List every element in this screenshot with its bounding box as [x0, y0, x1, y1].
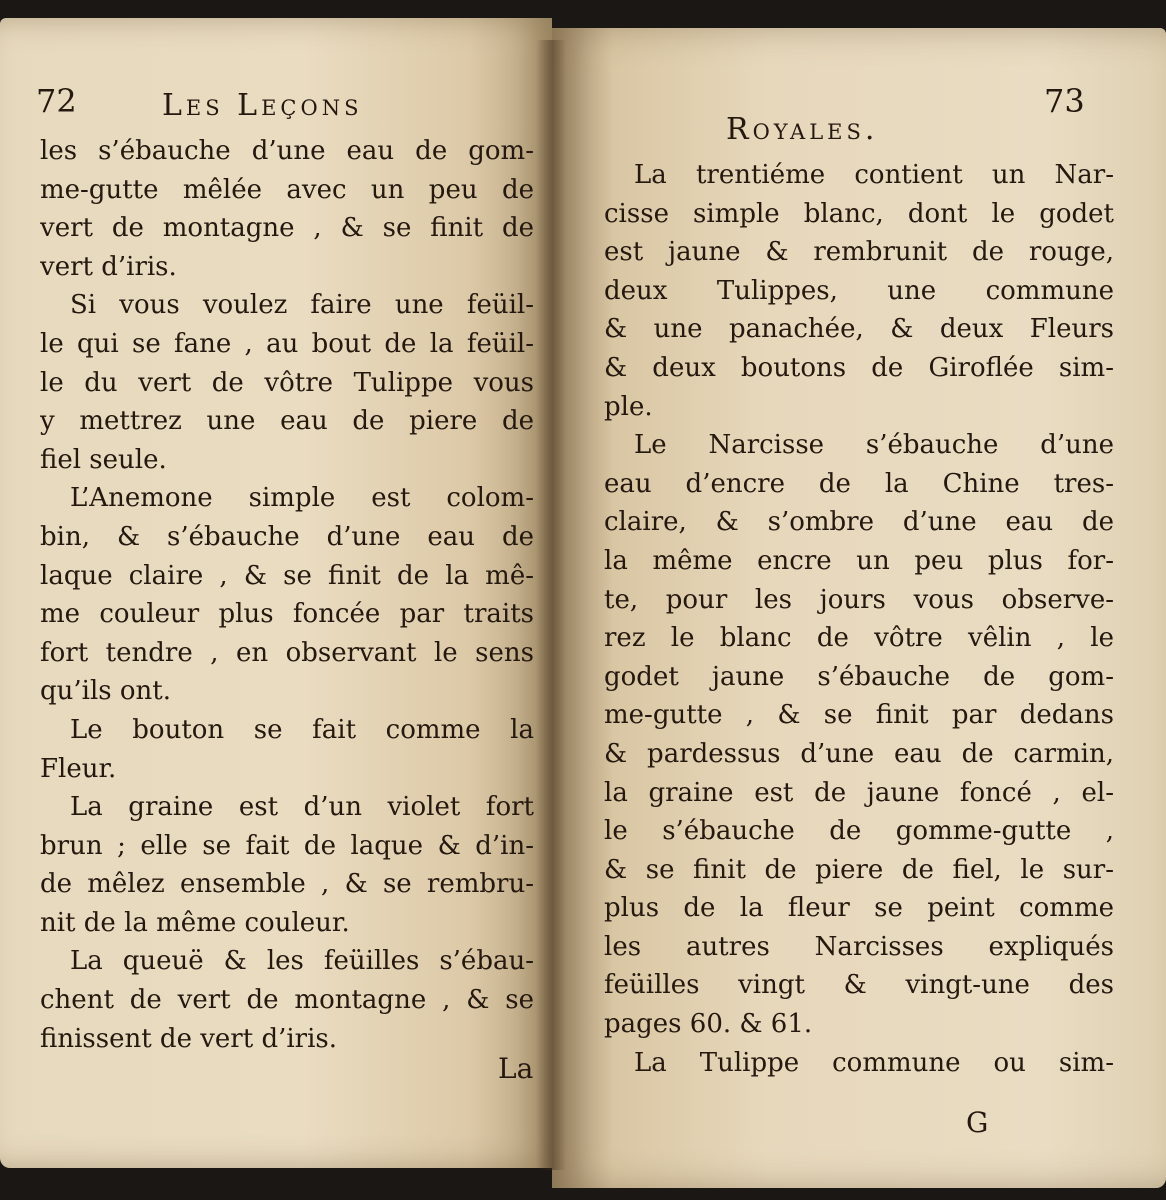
- text-line: laque claire , & se finit de la mê-: [40, 560, 534, 591]
- text-line: le du vert de vôtre Tulippe vous: [40, 367, 534, 398]
- text-line: rez le blanc de vôtre vêlin , le: [604, 623, 1114, 654]
- text-line: L’Anemone simple est colom-: [70, 483, 534, 514]
- left-page-number: 72: [36, 82, 77, 120]
- left-running-title: Les Leçons: [162, 88, 363, 123]
- text-line: la graine est de jaune foncé , el-: [604, 777, 1114, 808]
- text-line: est jaune & rembrunit de rouge,: [604, 237, 1114, 268]
- text-line: me-gutte mêlée avec un peu de: [40, 174, 534, 205]
- text-line: godet jaune s’ébauche de gom-: [604, 661, 1114, 692]
- text-line: & deux boutons de Giroflée sim-: [604, 352, 1114, 383]
- text-line: pages 60. & 61.: [604, 1009, 813, 1040]
- text-line: & une panachée, & deux Fleurs: [604, 314, 1114, 345]
- left-catchword: La: [498, 1052, 534, 1085]
- text-line: de mêlez ensemble , & se rembru-: [40, 869, 534, 900]
- text-line: deux Tulippes, une commune: [604, 275, 1114, 306]
- text-line: claire, & s’ombre d’une eau de: [604, 507, 1114, 538]
- right-catchword: G: [966, 1106, 989, 1139]
- text-line: qu’ils ont.: [40, 676, 172, 707]
- text-line: brun ; elle se fait de laque & d’in-: [40, 830, 534, 861]
- text-line: vert d’iris.: [40, 251, 177, 282]
- text-line: le qui se fane , au bout de la feüil-: [40, 328, 534, 359]
- right-page: [552, 28, 1166, 1188]
- text-line: vert de montagne , & se finit de: [40, 213, 534, 244]
- text-line: la même encre un peu plus for-: [604, 545, 1114, 576]
- text-line: me couleur plus foncée par traits: [40, 599, 534, 630]
- right-running-title: Royales.: [726, 112, 879, 147]
- text-line: Le bouton se fait comme la: [70, 714, 534, 745]
- text-line: feüilles vingt & vingt-une des: [604, 970, 1114, 1001]
- text-line: fiel seule.: [40, 444, 167, 475]
- right-page-number: 73: [1044, 82, 1085, 120]
- text-line: Le Narcisse s’ébauche d’une: [634, 430, 1114, 461]
- text-line: nit de la même couleur.: [40, 907, 350, 938]
- left-page-text: [40, 132, 534, 1058]
- text-line: finissent de vert d’iris.: [40, 1023, 338, 1054]
- text-line: La Tulippe commune ou sim-: [634, 1047, 1114, 1078]
- text-line: fort tendre , en observant le sens: [40, 637, 534, 668]
- text-line: La trentiéme contient un Nar-: [634, 160, 1114, 190]
- text-line: & se finit de piere de fiel, le sur-: [604, 854, 1114, 885]
- text-line: ple.: [604, 391, 653, 422]
- text-line: cisse simple blanc, dont le godet: [604, 198, 1114, 229]
- text-line: Si vous voulez faire une feüil-: [70, 290, 534, 321]
- text-line: les autres Narcisses expliqués: [604, 931, 1114, 962]
- left-page: [0, 18, 552, 1168]
- text-line: te, pour les jours vous observe-: [604, 584, 1114, 615]
- right-page-text: [604, 156, 1114, 1082]
- text-line: le s’ébauche de gomme-gutte ,: [604, 816, 1114, 847]
- text-line: Fleur.: [40, 753, 117, 784]
- text-line: me-gutte , & se finit par dedans: [604, 700, 1114, 731]
- text-line: chent de vert de montagne , & se: [40, 985, 534, 1016]
- text-line: & pardessus d’une eau de carmin,: [604, 738, 1114, 769]
- text-line: La queuë & les feüilles s’ébau-: [70, 946, 534, 977]
- text-line: bin, & s’ébauche d’une eau de: [40, 521, 534, 552]
- text-line: les s’ébauche d’une eau de gom-: [40, 136, 534, 166]
- text-line: plus de la fleur se peint comme: [604, 893, 1114, 924]
- text-line: La graine est d’un violet fort: [70, 792, 534, 823]
- text-line: eau d’encre de la Chine tres-: [604, 468, 1114, 499]
- text-line: y mettrez une eau de piere de: [40, 406, 534, 437]
